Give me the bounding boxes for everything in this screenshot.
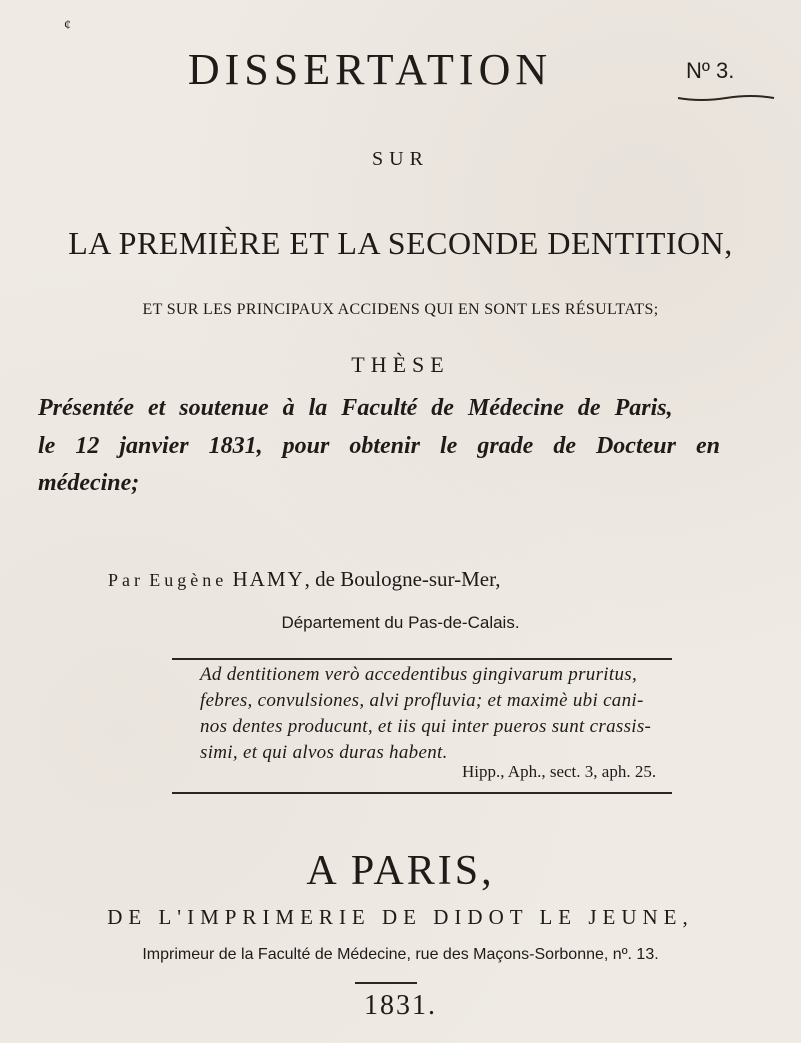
author-par: Par — [108, 570, 144, 590]
secondary-subject: ET SUR LES PRINCIPAUX ACCIDENS QUI EN SONT LES RÉSULTATS; — [142, 301, 659, 318]
department: Département du Pas-de-Calais. — [281, 613, 520, 632]
presentation-line: le 12 janvier 1831, pour obtenir le grade de Docteur en — [38, 433, 720, 459]
presentation-line: Présentée et soutenue à la Faculté de Médecine de Paris, — [38, 395, 673, 421]
number-mark: Nº 3. — [686, 58, 735, 83]
divider — [355, 982, 417, 984]
epigraph-citation: Hipp., Aph., sect. 3, aph. 25. — [462, 762, 657, 781]
author-origin: , de Boulogne-sur-Mer, — [304, 567, 501, 591]
divider — [172, 792, 672, 794]
printer-address: Imprimeur de la Faculté de Médecine, rue des Maçons-Sorbonne, nº. 13. — [142, 946, 659, 963]
epigraph-line: Ad dentitionem verò accedentibus gingivarum pruritus, — [200, 664, 637, 685]
epigraph-line: febres, convulsiones, alvi profluvia; et maximè ubi cani- — [200, 690, 644, 711]
author-last-name: HAMY — [232, 567, 305, 591]
place: A PARIS, — [306, 848, 495, 894]
sur-label: SUR — [372, 148, 429, 170]
divider — [172, 658, 672, 660]
publication-year: 1831. — [364, 990, 437, 1021]
main-subject: LA PREMIÈRE ET LA SECONDE DENTITION, — [68, 225, 733, 261]
epigraph-line: nos dentes producunt, et iis qui inter pueros sunt crassis- — [200, 716, 652, 737]
presentation-line: médecine; — [38, 470, 140, 496]
epigraph-line: simi, et qui alvos duras habent. — [200, 742, 448, 763]
document-title: DISSERTATION — [187, 45, 553, 94]
author-line — [108, 567, 501, 592]
printer: DE L'IMPRIMERIE DE DIDOT LE JEUNE, — [107, 905, 694, 929]
page-mark: ¢ — [64, 18, 71, 33]
author-first-name: Eugène — [149, 570, 228, 590]
flourish-underline-icon — [676, 92, 776, 104]
these-heading: THÈSE — [351, 352, 450, 377]
